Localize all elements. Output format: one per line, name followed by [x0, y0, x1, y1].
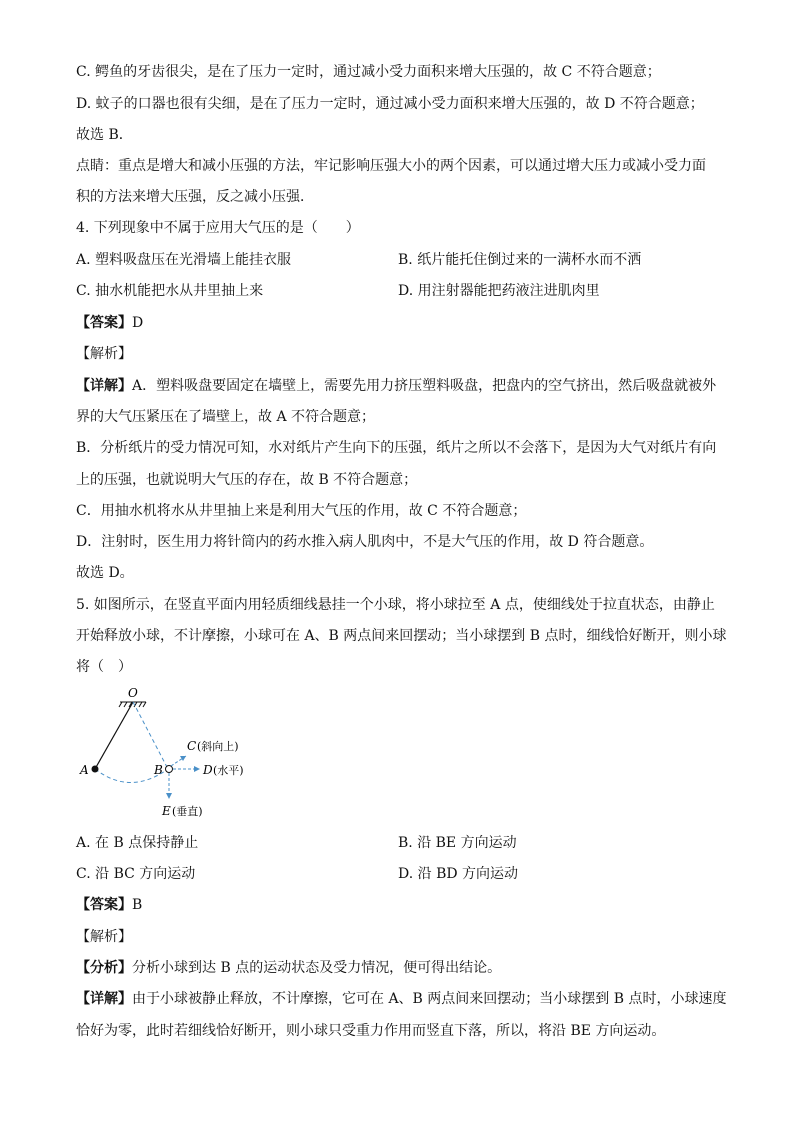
string-ob-dashed — [133, 702, 168, 769]
answer-tag: 【答案】 — [76, 315, 132, 331]
q4-answer — [76, 313, 143, 333]
q5-stem-line2: 开始释放小球，不计摩擦，小球可在 A、B 两点间来回摆动；当小球摆到 B 点时，细线恰好断开，则小球 — [76, 628, 727, 644]
pendulum-figure — [70, 684, 270, 824]
arrowhead-e — [166, 793, 172, 799]
ball-a — [92, 766, 99, 773]
detail-text: A．塑料吸盘要固定在墙壁上，需要先用力挤压塑料吸盘，把盘内的空气挤出，然后吸盘就被外 — [132, 378, 717, 394]
q5-option-b: B. 沿 BE 方向运动 — [398, 835, 517, 851]
q4-detail-line1 — [76, 376, 716, 396]
q4-option-d: D. 用注射器能把药液注进肌肉里 — [398, 283, 600, 299]
analyze-text: 分析小球到达 B 点的运动状态及受力情况，便可得出结论。 — [132, 960, 502, 976]
label-o: O — [128, 686, 138, 700]
label-d: D — [203, 763, 213, 777]
q5-stem-line3: 将（ ） — [76, 659, 132, 675]
q4-analysis-tag: 【解析】 — [76, 346, 132, 362]
prev-comment-line1: 点睛：重点是增大和减小压强的方法，牢记影响压强大小的两个因素，可以通过增大压力或减小受力面 — [76, 158, 706, 174]
q4-detail-line6: D．注射时，医生用力将针筒内的药水推入病人肌肉中，不是大气压的作用，故 D 符合题意。 — [76, 534, 654, 550]
prev-option-c-explanation: C. 鳄鱼的牙齿很尖，是在了压力一定时，通过减小受力面积来增大压强的，故 C 不符合题意； — [76, 64, 661, 80]
answer-value: D — [132, 315, 144, 331]
arrowhead-d — [194, 766, 200, 772]
label-a: A — [80, 763, 89, 777]
label-b: B — [154, 763, 163, 777]
q5-detail-line1 — [76, 989, 727, 1009]
answer-tag: 【答案】 — [76, 897, 132, 913]
q4-option-c: C. 抽水机能把水从井里抽上来 — [76, 283, 264, 299]
q4-detail-line2: 界的大气压紧压在了墙壁上，故 A 不符合题意； — [76, 409, 376, 425]
q5-stem-line1: 5. 如图所示，在竖直平面内用轻质细线悬挂一个小球，将小球拉至 A 点，使细线处于拉直状态，由静止 — [76, 597, 715, 613]
q4-option-b: B. 纸片能托住倒过来的一满杯水而不洒 — [398, 252, 642, 268]
label-c: C — [187, 739, 197, 753]
analyze-tag: 【分析】 — [76, 960, 132, 976]
arrowhead-c — [180, 756, 186, 761]
label-d-note: (水平) — [213, 764, 244, 777]
detail-tag: 【详解】 — [76, 991, 132, 1007]
prev-comment-line2: 积的方法来增大压强，反之减小压强． — [76, 189, 314, 205]
q4-choice: 故选 D。 — [76, 565, 134, 581]
q4-detail-line5: C．用抽水机将水从井里抽上来是利用大气压的作用，故 C 不符合题意； — [76, 503, 527, 519]
q5-detail-line2: 恰好为零，此时若细线恰好断开，则小球只受重力作用而竖直下落，所以，将沿 BE 方向运动。 — [76, 1023, 666, 1039]
answer-value: B — [132, 897, 143, 913]
ball-b — [166, 766, 173, 773]
q5-analysis-tag: 【解析】 — [76, 929, 132, 945]
q4-stem: 4. 下列现象中不属于应用大气压的是（ ） — [76, 220, 360, 236]
q5-option-c: C. 沿 BC 方向运动 — [76, 866, 196, 882]
q5-analyze — [76, 958, 501, 978]
string-oa — [95, 702, 133, 769]
prev-option-d-explanation: D. 蚊子的口器也很有尖细，是在了压力一定时，通过减小受力面积来增大压强的，故 D 不符合题意； — [76, 96, 704, 112]
q5-option-a: A. 在 B 点保持静止 — [76, 835, 199, 851]
q4-detail-line3: B．分析纸片的受力情况可知，水对纸片产生向下的压强，纸片之所以不会落下，是因为大气对纸片有向 — [76, 440, 717, 456]
label-e-note: (垂直) — [172, 805, 203, 818]
q5-option-d: D. 沿 BD 方向运动 — [398, 866, 519, 882]
label-e: E — [162, 804, 171, 818]
q5-answer — [76, 895, 142, 915]
q4-detail-line4: 上的压强，也就说明大气压的存在，故 B 不符合题意； — [76, 472, 418, 488]
q4-option-a: A. 塑料吸盘压在光滑墙上能挂衣服 — [76, 252, 292, 268]
prev-choice: 故选 B． — [76, 127, 133, 143]
label-c-note: (斜向上) — [197, 740, 239, 753]
detail-text: 由于小球被静止释放，不计摩擦，它可在 A、B 两点间来回摆动；当小球摆到 B 点时，小球速度 — [132, 991, 727, 1007]
detail-tag: 【详解】 — [76, 378, 132, 394]
